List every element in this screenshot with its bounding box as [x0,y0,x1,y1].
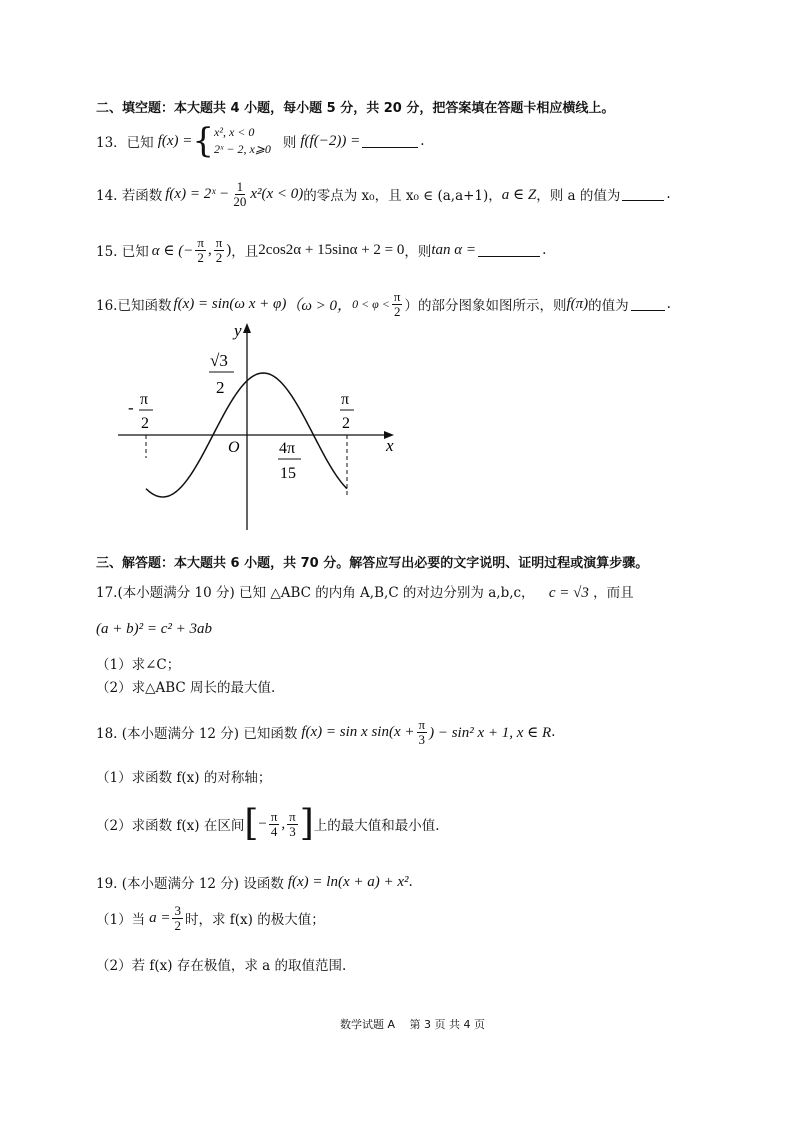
q13-expr: f(f(−2)) = [300,132,361,149]
question-19 [96,872,413,892]
right-label-denominator: 2 [342,415,350,432]
q18-fx-b: ) − sin² x + 1, x ∈ R [429,724,552,741]
q18-part-1: （1）求函数 f(x) 的对称轴； [96,770,272,786]
q19-frac-num: 3 [174,903,181,918]
q16-text-3: 的值为 [588,298,629,315]
q18-part-2-b: 上的最大值和最小值. [313,818,440,834]
q16-fx: f(x) = sin(ω x + φ) [173,295,287,312]
q16-fpi: f(π) [566,295,589,312]
left-label-denominator: 2 [141,415,149,432]
q15-end: . [542,242,547,259]
q18-right-bracket: ] [299,803,314,844]
y-axis-arrow [243,323,251,333]
q13-pieces [214,124,271,159]
q15-f1-num: π [197,235,204,250]
q16-cond-1: （ω > 0， [286,297,353,314]
q14-cond: a ∈ Z [501,186,537,203]
zero-label-numerator: 4π [279,440,296,457]
q18-part-2-a: （2）求函数 f(x) 在区间 [96,818,245,834]
q17-line-1-end: ，而且 [593,585,634,601]
q15-comma: , [207,241,212,258]
question-16 [96,290,671,318]
q18-i1-den: 4 [270,823,278,839]
q19-part-1-a: （1）当 [96,912,146,929]
q14-mid: 的零点为 x₀，且 x₀ ∈ (a,a+1)， [303,188,502,205]
q15-f2-num: π [215,235,223,250]
q13-end: . [420,133,425,150]
q19-a-eq: a = [149,909,171,926]
q15-f2-den: 2 [215,249,223,265]
q18-interval-1 [269,810,280,838]
q18-end: . [551,724,556,741]
q16-answer-blank [631,298,665,311]
q16-text-1: 16.已知函数 [96,298,172,315]
q18-frac-den: 3 [418,731,426,747]
q15-answer-blank [478,244,540,257]
zero-label-denominator: 15 [280,465,296,482]
q15-tail: ，则 [404,244,432,261]
q15-mid: ，且 [231,244,259,261]
q15-fraction-2 [214,236,225,264]
page-footer: 数学试题 A 第 3 页 共 4 页 [340,1018,485,1031]
q18-part-2: （2）求函数 f(x) 在区间 [ − $\frac{\pi}{4}$ , $\frac{\pi}{3}$ ] 上的最大值和最小值. [96,803,440,844]
q15-number: 15. 已知 [96,244,149,261]
q17-line-1: 17.(本小题满分 10 分) 已知 △ABC 的内角 A,B,C 的对边分别为 a,b,c， [96,585,535,601]
q18-interval-2 [287,810,298,838]
sine-graph [110,318,410,536]
amplitude-numerator: √3 [210,351,228,370]
q18-i2-den: 3 [289,823,296,839]
q14-fraction [231,180,248,208]
right-label-numerator: π [341,391,350,408]
question-14 [96,180,671,208]
q15-equation: 2cos2α + 15sinα + 2 = 0 [258,241,405,258]
q13-brace: { [192,121,215,162]
x-axis-label: x [386,436,394,455]
left-label-numerator: π [140,391,149,408]
q18-intro: 18. (本小题满分 12 分) 已知函数 [96,726,298,743]
q18-i2-num: π [289,808,296,824]
q19-part-1 [96,904,325,932]
origin-label: O [228,439,240,456]
q15-fraction-1 [195,236,206,264]
q19-part-2: （2）若 f(x) 存在极值，求 a 的取值范围. [96,958,347,974]
q19-part-1-b: 时，求 f(x) 的极大值； [184,912,325,929]
question-17-line-1 [96,581,634,602]
q19-fraction [172,904,183,932]
q17-c-value: c = √3 [548,585,589,601]
q13-answer-blank [362,135,418,148]
q14-fx: f(x) = 2ˣ − [165,185,230,202]
left-label-sign: - [128,398,134,417]
q15-alpha: α ∈ (− [151,242,194,259]
q14-tail: ，则 a 的值为 [536,188,621,205]
section-2-header: 二、填空题：本大题共 4 小题，每小题 5 分，共 20 分，把答案填在答题卡相应横线上。 [96,101,615,116]
q15-close: ) [226,241,232,258]
q14-number: 14. 若函数 [96,188,163,205]
q15-tan: tan α = [431,241,477,258]
q13-piece-2: 2ˣ − 2, x⩾0 [214,142,271,157]
q18-i1-num: π [270,808,278,824]
question-15 [96,236,546,264]
q13-number: 13．已知 [96,135,154,152]
q16-end: . [666,296,671,313]
q18-fx-a: f(x) = sin x sin(x + [301,723,415,740]
q16-text-2: ）的部分图象如图所示，则 [404,298,567,315]
question-18 [96,718,555,746]
q14-frac-den: 20 [233,193,247,209]
q19-intro: 19. (本小题满分 12 分) 设函数 [96,876,284,892]
q19-fx: f(x) = ln(x + a) + x² [287,873,409,890]
q14-answer-blank [622,188,664,201]
y-axis-label: y [234,321,242,340]
q18-fraction [417,718,428,746]
q13-fx: f(x) = [157,132,193,149]
q17-condition: (a + b)² = c² + 3ab [96,621,213,637]
q19-end: . [408,874,413,890]
q18-frac-num: π [418,717,426,732]
q17-part-1: （1）求∠C； [96,657,181,673]
q14-end: . [666,186,671,203]
section-3-header: 三、解答题：本大题共 6 小题，共 70 分。解答应写出必要的文字说明、证明过程或演算步骤。 [96,556,649,571]
q16-frac-num: π [393,289,401,304]
q18-left-bracket: [ [244,803,259,844]
q13-then: 则 [282,135,297,152]
q14-frac-num: 1 [236,179,244,194]
amplitude-denominator: 2 [216,378,225,397]
q16-cond-2: 0 < φ < [352,296,390,311]
q14-rest: x²(x < 0) [250,185,304,202]
q16-fraction [392,290,403,318]
q19-frac-den: 2 [174,917,181,933]
question-13 [96,121,425,162]
q15-f1-den: 2 [197,249,204,265]
q16-frac-den: 2 [393,303,401,319]
q17-part-2: （2）求△ABC 周长的最大值. [96,680,276,696]
q13-piece-1: x², x < 0 [214,125,255,139]
